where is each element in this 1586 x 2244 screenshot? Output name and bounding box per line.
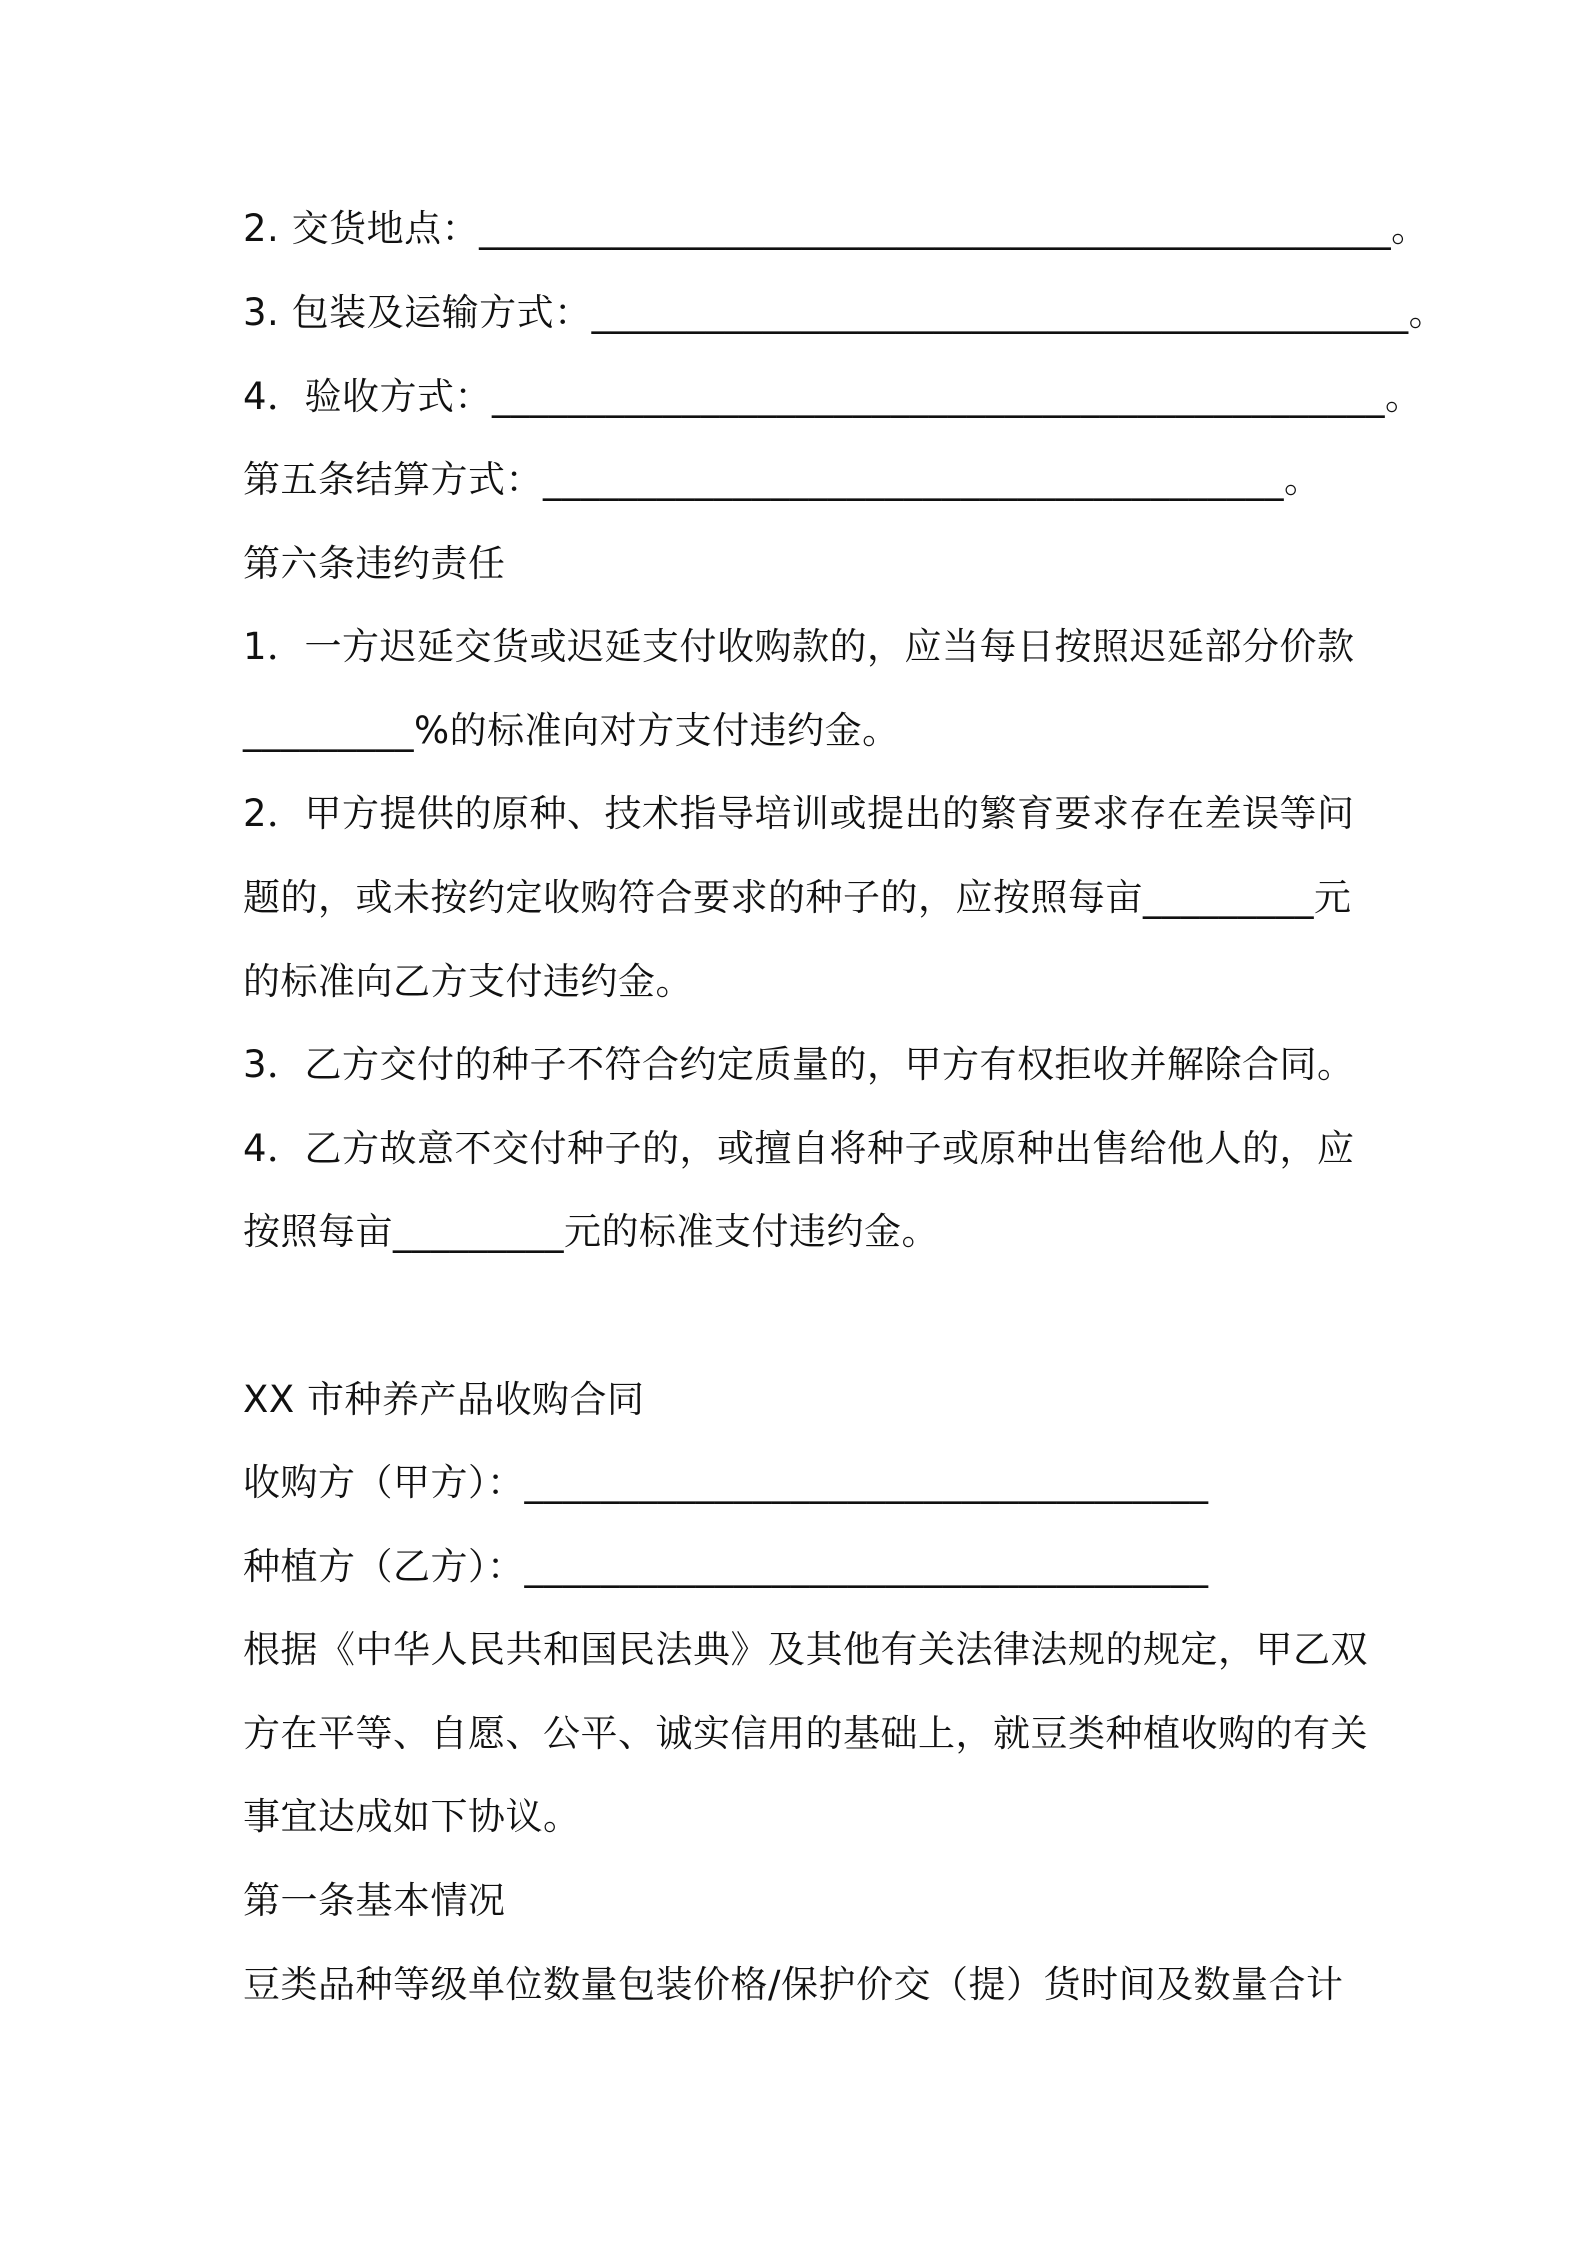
article-1-table-header: 豆类品种等级单位数量包装价格/保护价交（提）货时间及数量合计 [243, 1963, 1344, 2006]
article-6-item-4-line-2: 按照每亩_________元的标准支付违约金。 [243, 1210, 939, 1253]
clause-packaging-transport: 3. 包装及运输方式：___________________________________________。 [243, 291, 1447, 334]
preamble-line-1: 根据《中华人民共和国民法典》及其他有关法律法规的规定，甲乙双 [243, 1628, 1368, 1671]
clause-delivery-location: 2. 交货地点：________________________________________________。 [243, 207, 1429, 250]
article-6-item-2-line-1: 2．甲方提供的原种、技术指导培训或提出的繁育要求存在差误等问 [243, 792, 1355, 835]
article-6-item-4-line-1: 4．乙方故意不交付种子的，或擅自将种子或原种出售给他人的，应 [243, 1127, 1355, 1170]
party-a-field: 收购方（甲方）：____________________________________ [243, 1461, 1209, 1504]
article-6-item-2-line-2: 题的，或未按约定收购符合要求的种子的，应按照每亩_________元 [243, 876, 1352, 919]
article-6-item-3: 3．乙方交付的种子不符合约定质量的，甲方有权拒收并解除合同。 [243, 1043, 1355, 1086]
party-b-field: 种植方（乙方）：____________________________________ [243, 1545, 1209, 1588]
article-6-item-1-line-1: 1．一方迟延交货或迟延支付收购款的，应当每日按照迟延部分价款 [243, 625, 1355, 668]
contract-title: XX 市种养产品收购合同 [243, 1378, 645, 1421]
article-6-item-1-line-2: _________%的标准向对方支付违约金。 [243, 709, 900, 752]
clause-acceptance-method: 4．验收方式：_______________________________________________。 [243, 375, 1423, 418]
preamble-line-3: 事宜达成如下协议。 [243, 1795, 581, 1838]
article-6-item-2-line-3: 的标准向乙方支付违约金。 [243, 960, 693, 1003]
preamble-line-2: 方在平等、自愿、公平、诚实信用的基础上，就豆类种植收购的有关 [243, 1712, 1368, 1755]
article-6-heading: 第六条违约责任 [243, 542, 506, 585]
article-5-settlement: 第五条结算方式：_______________________________________。 [243, 458, 1322, 501]
article-1-heading: 第一条基本情况 [243, 1879, 506, 1922]
